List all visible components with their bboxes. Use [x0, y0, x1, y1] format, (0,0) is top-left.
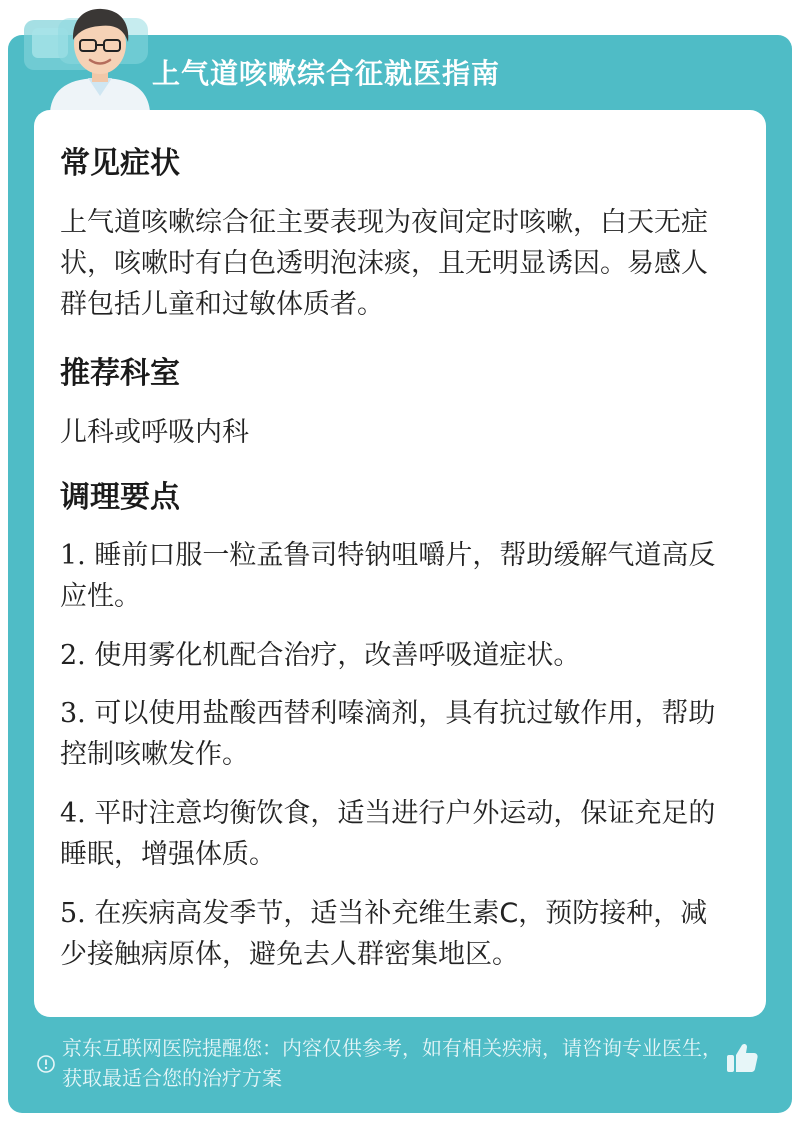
- section-heading-care: 调理要点: [60, 480, 180, 515]
- symptoms-text: 上气道咳嗽综合征主要表现为夜间定时咳嗽，白天无症状，咳嗽时有白色透明泡沫痰，且无明显诱因。易感人群包括儿童和过敏体质者。: [60, 207, 708, 320]
- page-title: 上气道咳嗽综合征就医指南: [152, 57, 501, 90]
- care-item-number: 1.: [60, 540, 86, 571]
- doctor-avatar: [40, 0, 160, 112]
- care-item-5: [60, 893, 732, 975]
- care-item-text: 可以使用盐酸西替利嗪滴剂，具有抗过敏作用，帮助控制咳嗽发作。: [60, 698, 716, 770]
- content-card: [34, 110, 766, 1017]
- care-item-number: 3.: [60, 698, 86, 729]
- department-text: 儿科或呼吸内科: [60, 417, 249, 448]
- care-item-1: [60, 535, 732, 617]
- care-item-3: [60, 693, 732, 775]
- care-item-number: 5.: [60, 898, 86, 929]
- section-heading-department: 推荐科室: [60, 356, 180, 391]
- care-item-4: [60, 793, 732, 875]
- care-item-text: 使用雾化机配合治疗，改善呼吸道症状。: [94, 640, 581, 671]
- info-icon: [36, 1054, 56, 1074]
- care-item-text: 平时注意均衡饮食，适当进行户外运动，保证充足的睡眠，增强体质。: [60, 798, 716, 870]
- care-item-text: 在疾病高发季节，适当补充维生素C，预防接种，减少接触病原体，避免去人群密集地区。: [60, 898, 708, 970]
- section-heading-symptoms: 常见症状: [60, 146, 180, 181]
- thumbs-up-icon[interactable]: [724, 1040, 760, 1076]
- disclaimer-notice: 京东互联网医院提醒您：内容仅供参考，如有相关疾病，请咨询专业医生，获取最适合您的治疗方案: [62, 1036, 722, 1090]
- care-item-2: [60, 635, 732, 676]
- care-item-number: 4.: [60, 798, 86, 829]
- care-item-text: 睡前口服一粒孟鲁司特钠咀嚼片，帮助缓解气道高反应性。: [60, 540, 716, 612]
- care-item-number: 2.: [60, 640, 86, 671]
